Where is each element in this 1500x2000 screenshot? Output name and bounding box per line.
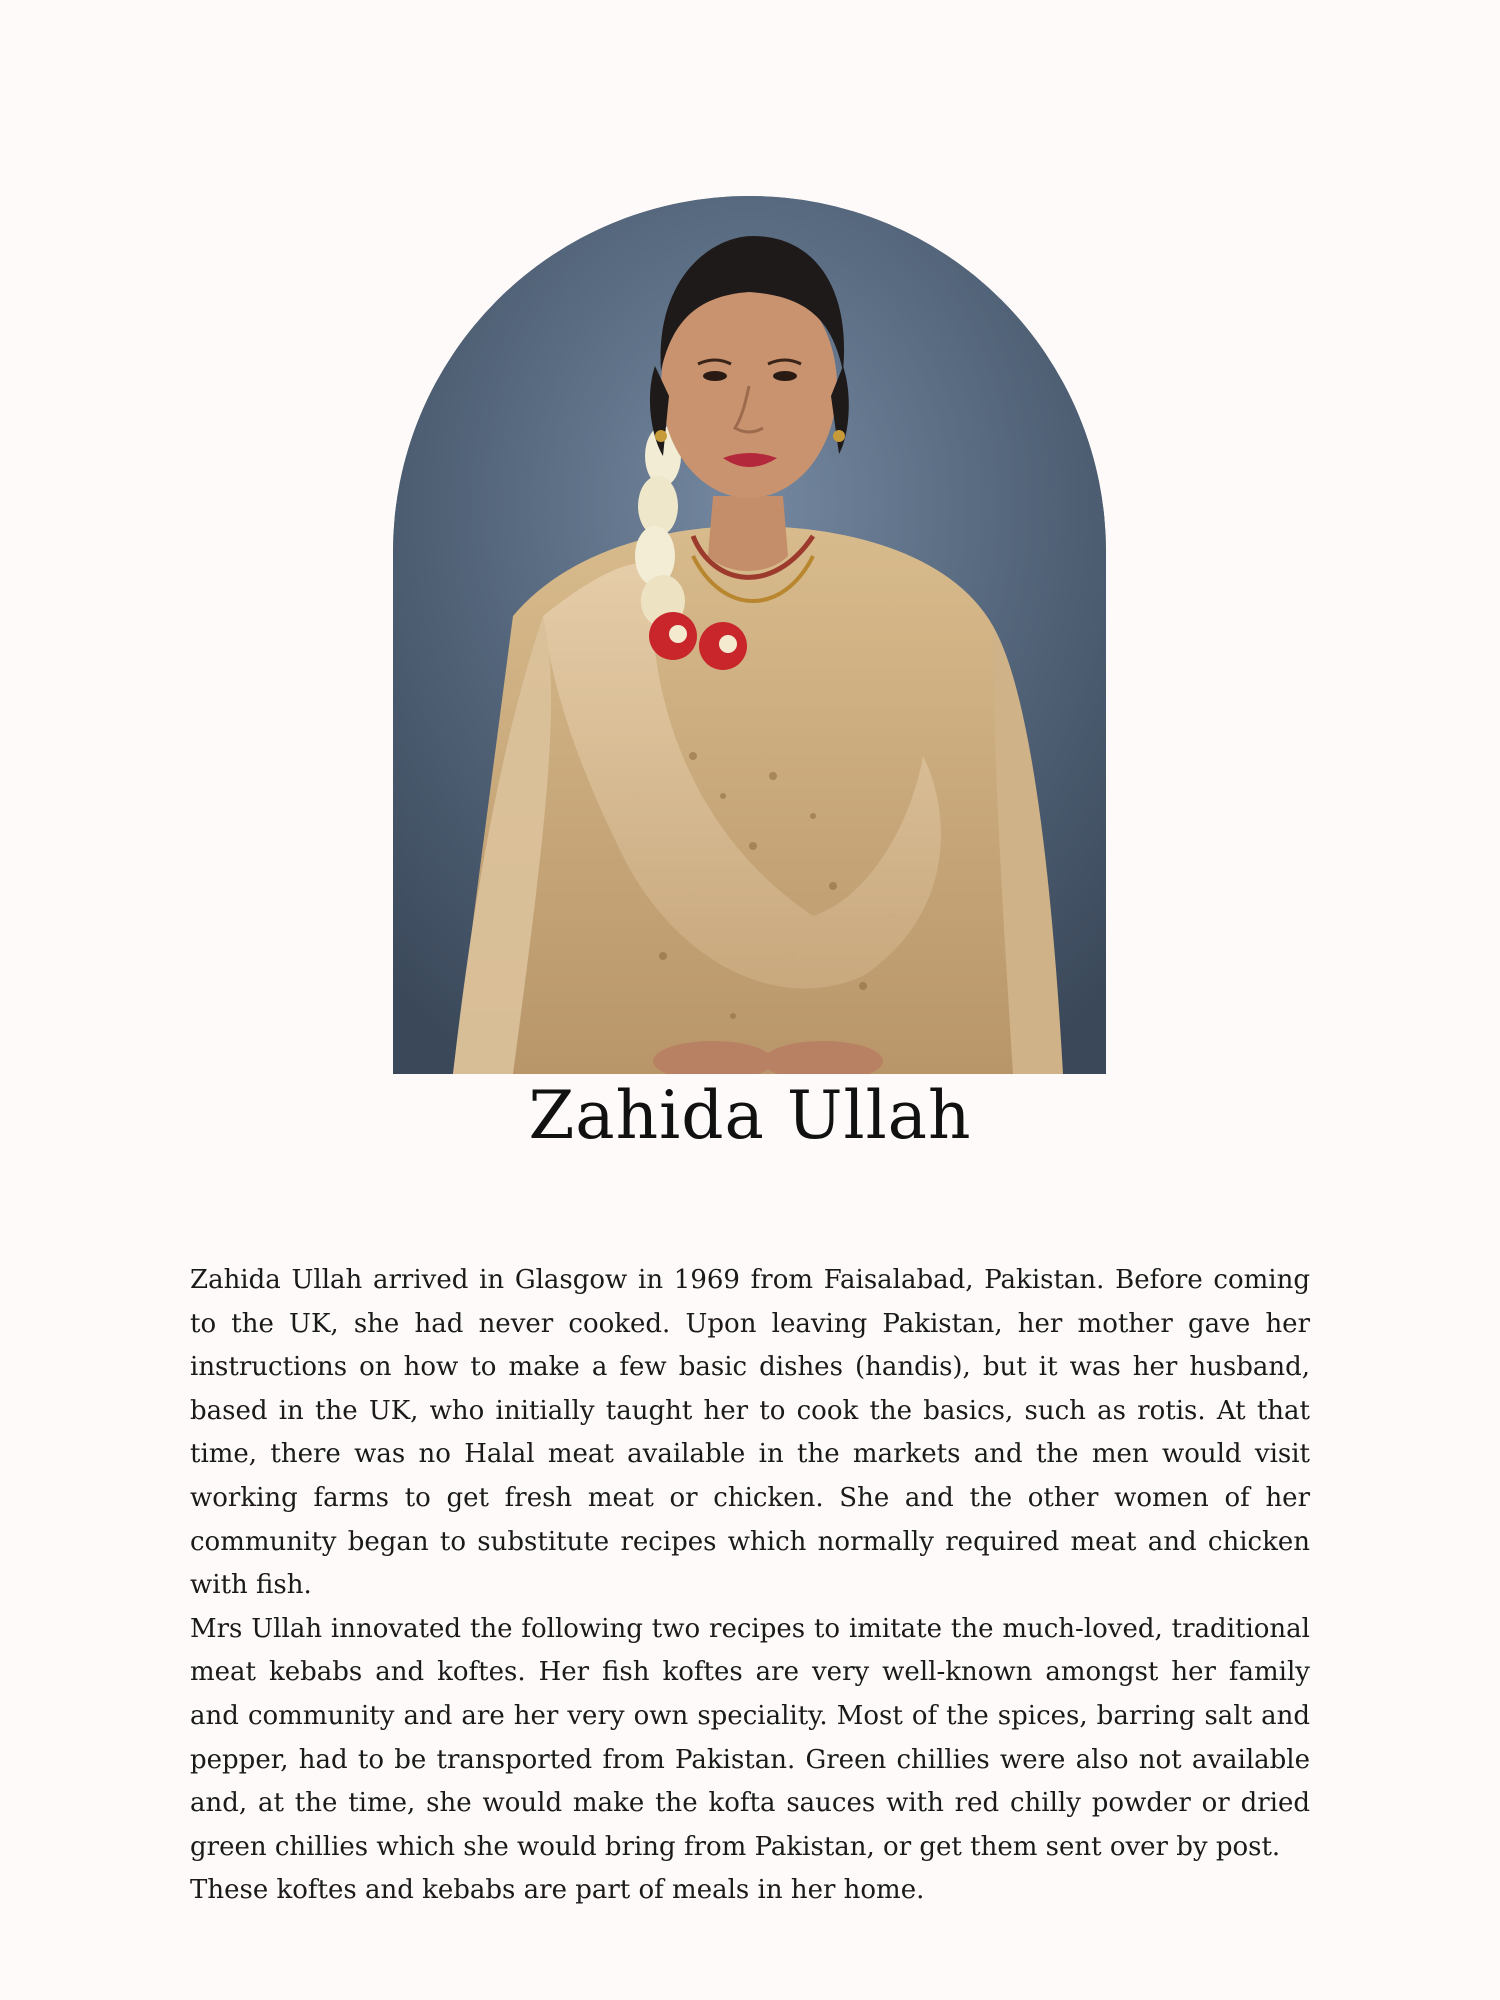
bio-paragraph: Mrs Ullah innovated the following two recipes to imitate the much-loved, traditional meat kebabs and koftes. Her fish koftes are very well-known amongst her family and community and are her very own speciality. Most of the spices, barring salt and pepper, had to be transported from Pakistan. Green chillies were also not available and, at the time, she would make the kofta sauces with red chilly powder or dried green chillies which she would bring from Pakistan, or get them sent over by post.: [190, 1613, 1310, 1862]
portrait-illustration: [393, 196, 1106, 1074]
biography-text: [190, 1259, 1310, 1913]
portrait-photo: [393, 196, 1106, 1074]
person-name: Zahida Ullah: [528, 1077, 972, 1154]
bio-paragraph: Zahida Ullah arrived in Glasgow in 1969 from Faisalabad, Pakistan. Before coming to the UK, she had never cooked. Upon leaving Pakistan, her mother gave her instructions on how to make a few basic dishes (handis), but it was her husband, based in the UK, who initially taught her to cook the basics, such as rotis. At that time, there was no Halal meat available in the markets and the men would visit working farms to get fresh meat or chicken. She and the other women of her community began to substitute recipes which normally required meat and chicken with fish.: [190, 1265, 1310, 1601]
bio-paragraph: These koftes and kebabs are part of meals in her home.: [190, 1875, 925, 1906]
